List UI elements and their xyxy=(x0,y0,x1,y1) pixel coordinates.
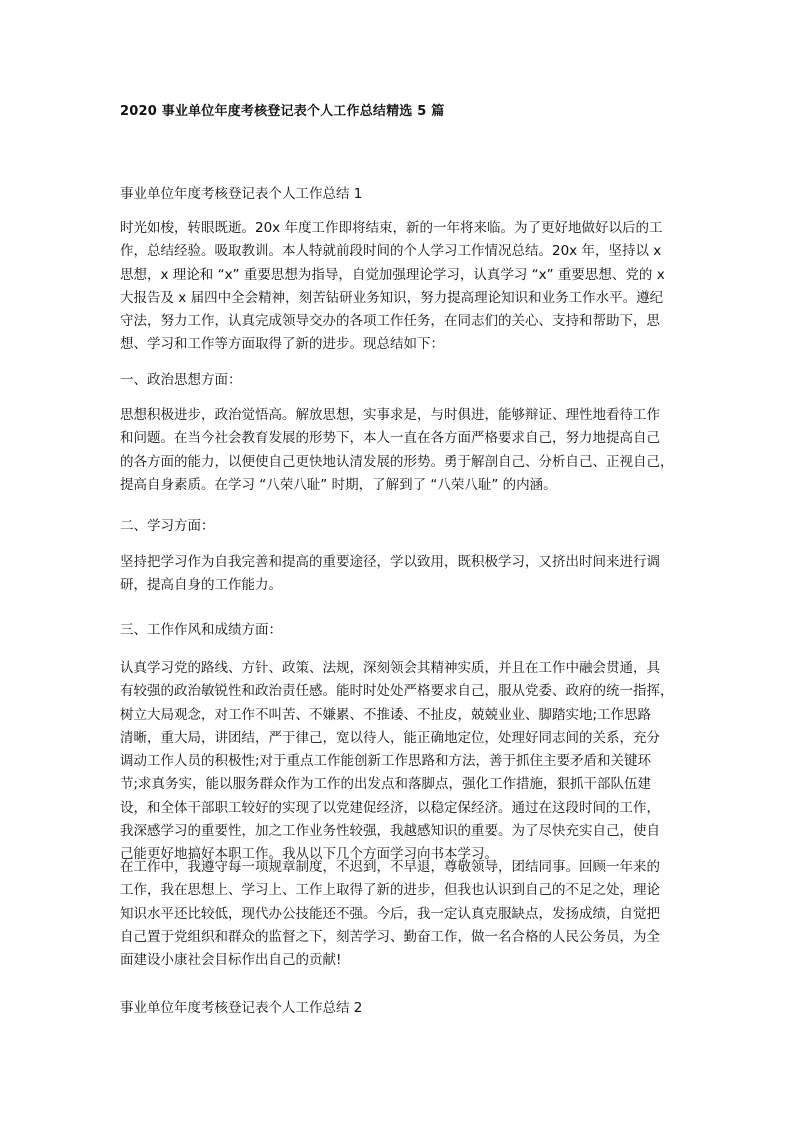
text-line: 作，总结经验。吸取教训。本人特就前段时间的个人学习工作情况总结。20x 年，坚持以 x xyxy=(120,243,662,260)
text-line: 面建设小康社会目标作出自己的贡献! xyxy=(120,952,342,969)
political-paragraph xyxy=(120,404,676,497)
text-line: 思想积极进步，政治觉悟高。解放思想，实事求是，与时俱进，能够辩证、理性地看待工作 xyxy=(120,407,660,423)
heading-work: 三、工作作风和成绩方面： xyxy=(120,622,282,638)
text-line: 大报告及 x 届四中全会精神，刻苦钻研业务知识，努力提高理论知识和业务工作水平。遵纪 xyxy=(120,289,664,306)
text-line: 守法，努力工作，认真完成领导交办的各项工作任务，在同志们的关心、支持和帮助下，思 xyxy=(120,313,660,330)
text-line: 时光如梭，转眼既逝。20x 年度工作即将结束，新的一年将来临。为了更好地做好以后的工 xyxy=(120,220,663,236)
closing-paragraph xyxy=(120,856,676,972)
text-line: 树立大局观念，对工作不叫苦、不嫌累、不推诿、不扯皮，兢兢业业、脚踏实地;工作思路 xyxy=(120,706,652,723)
work-paragraph xyxy=(120,657,676,867)
text-line: 认真学习党的路线、方针、政策、法规，深刻领会其精神实质，并且在工作中融会贯通，具 xyxy=(120,660,660,676)
text-line: 清晰，重大局，讲团结，严于律己，宽以待人，能正确地定位，处理好同志间的关系，充分 xyxy=(120,729,660,746)
text-line: 和问题。在当今社会教育发展的形势下，本人一直在各方面严格要求自己，努力地提高自己 xyxy=(120,430,660,447)
intro-paragraph xyxy=(120,217,676,357)
text-line: 节;求真务实，能以服务群众作为工作的出发点和落脚点，强化工作措施，狠抓干部队伍建 xyxy=(120,776,652,793)
text-line: 提高自身素质。在学习 “八荣八耻” 时期，了解到了 “八荣八耻” 的内涵。 xyxy=(120,476,557,493)
document-title: 2020 事业单位年度考核登记表个人工作总结精选 5 篇 xyxy=(120,104,445,119)
text-line: 在工作中，我遵守每一项规章制度，不迟到，不早退，尊敬领导，团结同事。回顾一年来的 xyxy=(120,859,660,875)
text-line: 工作，我在思想上、学习上、工作上取得了新的进步，但我也认识到自己的不足之处，理论 xyxy=(120,882,660,899)
text-line: 自己置于党组织和群众的监督之下，刻苦学习、勤奋工作，做一名合格的人民公务员，为全 xyxy=(120,928,660,945)
section-2-title: 事业单位年度考核登记表个人工作总结 2 xyxy=(120,1000,363,1016)
text-line: 己能更好地搞好本职工作。我从以下几个方面学习向书本学习。 xyxy=(120,846,498,863)
text-line: 坚持把学习作为自我完善和提高的重要途径，学以致用，既积极学习，又挤出时间来进行调 xyxy=(120,554,660,570)
section-1-title: 事业单位年度考核登记表个人工作总结 1 xyxy=(120,186,363,202)
heading-political: 一、政治思想方面： xyxy=(120,372,242,388)
text-line: 想、学习和工作等方面取得了新的进步。现总结如下： xyxy=(120,336,444,353)
text-line: 研，提高自身的工作能力。 xyxy=(120,577,282,594)
text-line: 调动工作人员的积极性;对于重点工作能创新工作思路和方法，善于抓住主要矛盾和关键环 xyxy=(120,753,652,770)
text-line: 知识水平还比较低，现代办公技能还不强。今后，我一定认真克服缺点，发扬成绩，自觉把 xyxy=(120,905,660,922)
study-paragraph xyxy=(120,551,676,598)
text-line: 有较强的政治敏锐性和政治责任感。能时时处处严格要求自己，服从党委、政府的统一指挥， xyxy=(120,683,674,700)
text-line: 的各方面的能力，以便使自己更快地认清发展的形势。勇于解剖自己、分析自己、正视自己， xyxy=(120,453,674,470)
text-line: 设，和全体干部职工较好的实现了以党建促经济，以稳定保经济。通过在这段时间的工作， xyxy=(120,799,660,816)
heading-study: 二、学习方面： xyxy=(120,518,215,534)
text-line: 我深感学习的重要性，加之工作业务性较强，我越感知识的重要。为了尽快充实自己，使自 xyxy=(120,823,660,840)
text-line: 思想，x 理论和 “x” 重要思想为指导，自觉加强理论学习，认真学习 “x” 重要思想、党的 x xyxy=(120,266,665,283)
